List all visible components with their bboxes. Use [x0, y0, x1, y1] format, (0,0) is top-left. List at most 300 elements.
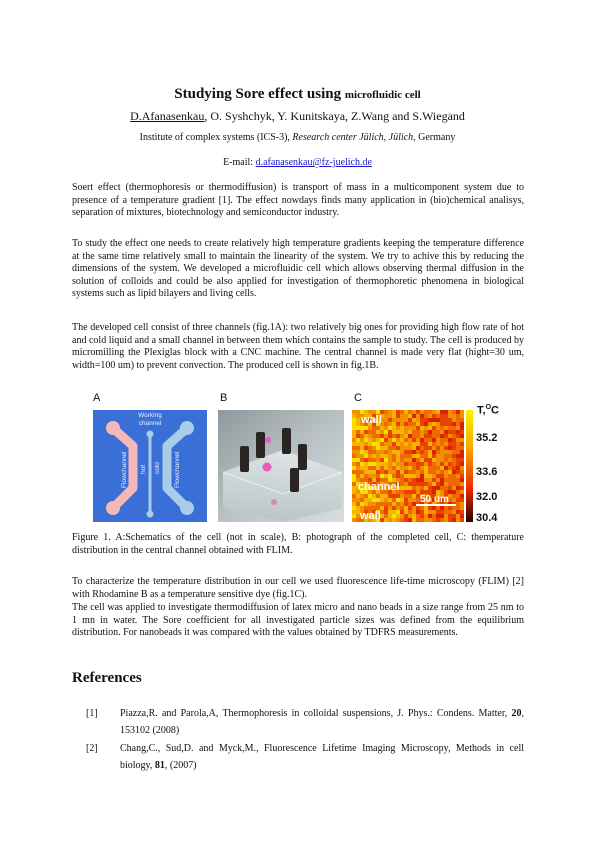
flim-pixel — [384, 410, 388, 414]
flim-pixel — [448, 482, 452, 486]
flim-pixel — [364, 474, 368, 478]
flim-pixel — [396, 418, 400, 422]
reference-text — [120, 705, 524, 739]
flim-pixel — [396, 518, 400, 522]
panel-label-b: B — [220, 392, 228, 404]
flim-pixel — [456, 474, 460, 478]
flim-pixel — [404, 502, 408, 506]
flim-pixel — [384, 418, 388, 422]
flim-pixel — [456, 482, 460, 486]
flim-pixel — [404, 414, 408, 418]
reference-volume: 20 — [511, 708, 522, 719]
flim-pixel — [396, 414, 400, 418]
flim-pixel — [408, 518, 412, 522]
flim-pixel — [408, 454, 412, 458]
flim-pixel — [440, 518, 444, 522]
flim-pixel — [444, 422, 448, 426]
flim-pixel — [408, 434, 412, 438]
flim-pixel — [436, 474, 440, 478]
flim-pixel — [420, 506, 424, 510]
flim-pixel — [456, 498, 460, 502]
flim-pixel — [400, 466, 404, 470]
colorbar-unit-t: T, — [477, 404, 486, 417]
flim-pixel — [412, 514, 416, 518]
flim-pixel — [392, 494, 396, 498]
flim-pixel — [360, 450, 364, 454]
flim-pixel — [404, 482, 408, 486]
hot-outlet — [106, 501, 120, 515]
flim-pixel — [448, 462, 452, 466]
flim-pixel — [416, 478, 420, 482]
flim-pixel — [440, 414, 444, 418]
flim-pixel — [452, 434, 456, 438]
flim-pixel — [352, 510, 356, 514]
flim-pixel — [412, 442, 416, 446]
flim-pixel — [392, 454, 396, 458]
flim-pixel — [456, 438, 460, 442]
flim-pixel — [448, 514, 452, 518]
reference-text-main: Piazza,R. and Parola,A, Thermophoresis in colloidal suspensions, J. Phys.: Condens. Matter, — [120, 708, 512, 719]
flim-pixel — [372, 446, 376, 450]
flim-pixel — [388, 510, 392, 514]
flim-pixel — [432, 438, 436, 442]
flim-pixel — [420, 462, 424, 466]
flim-pixel — [400, 450, 404, 454]
flim-pixel — [456, 470, 460, 474]
flim-pixel — [420, 410, 424, 414]
flim-pixel — [396, 410, 400, 414]
title-small: microfluidic cell — [344, 89, 421, 101]
flim-pixel — [456, 502, 460, 506]
flim-pixel — [372, 426, 376, 430]
flim-pixel — [392, 498, 396, 502]
flim-pixel — [440, 514, 444, 518]
flim-pixel — [436, 486, 440, 490]
flim-pixel — [456, 422, 460, 426]
flim-pixel — [356, 454, 360, 458]
flim-pixel — [428, 514, 432, 518]
flim-pixel — [392, 418, 396, 422]
flim-pixel — [356, 502, 360, 506]
flim-pixel — [432, 422, 436, 426]
paragraph-5: The cell was applied to investigate thermodiffusion of latex micro and nano beads in a size range from 25 nm to 1 mn in water. The Sore coefficient for all investigated particle sizes was defined from the equilibrium distribution. For nanobeads it was compared with the values obtained by TDFRS measurements. — [72, 602, 524, 639]
flim-pixel — [396, 454, 400, 458]
flim-pixel — [356, 494, 360, 498]
flim-pixel — [416, 510, 420, 514]
flim-pixel — [448, 446, 452, 450]
flim-pixel — [452, 450, 456, 454]
flim-pixel — [352, 474, 356, 478]
flim-pixel — [448, 410, 452, 414]
flim-pixel — [384, 450, 388, 454]
flim-pixel — [376, 466, 380, 470]
flim-pixel — [400, 438, 404, 442]
flim-pixel — [380, 426, 384, 430]
flim-pixel — [388, 442, 392, 446]
flim-pixel — [356, 414, 360, 418]
flim-pixel — [432, 426, 436, 430]
flim-pixel — [428, 450, 432, 454]
flim-pixel — [364, 450, 368, 454]
flim-pixel — [360, 466, 364, 470]
flim-pixel — [412, 510, 416, 514]
flim-pixel — [456, 510, 460, 514]
flim-pixel — [388, 498, 392, 502]
flim-pixel — [412, 422, 416, 426]
flim-pixel — [392, 410, 396, 414]
flim-pixel — [412, 458, 416, 462]
flim-pixel — [360, 458, 364, 462]
flim-pixel — [428, 518, 432, 522]
flim-pixel — [420, 518, 424, 522]
reference-number: [2] — [86, 743, 98, 754]
flim-pixel — [444, 478, 448, 482]
flim-pixel — [424, 434, 428, 438]
flim-pixel — [396, 450, 400, 454]
flim-pixel — [448, 506, 452, 510]
flim-pixel — [404, 438, 408, 442]
flim-pixel — [436, 442, 440, 446]
flim-pixel — [416, 434, 420, 438]
flim-pixel — [372, 434, 376, 438]
flim-pixel — [432, 430, 436, 434]
flim-pixel — [352, 494, 356, 498]
flim-pixel — [436, 450, 440, 454]
flim-pixel — [424, 438, 428, 442]
flim-pixel — [356, 434, 360, 438]
flim-pixel — [416, 486, 420, 490]
flim-pixel — [444, 470, 448, 474]
flim-pixel — [384, 474, 388, 478]
flim-pixel — [428, 474, 432, 478]
flim-pixel — [456, 478, 460, 482]
flim-pixel — [392, 506, 396, 510]
flim-pixel — [416, 514, 420, 518]
flim-pixel — [384, 422, 388, 426]
flim-pixel — [388, 422, 392, 426]
flim-pixel — [436, 410, 440, 414]
flim-pixel — [384, 438, 388, 442]
flim-pixel — [396, 470, 400, 474]
flim-pixel — [424, 442, 428, 446]
flim-pixel — [436, 430, 440, 434]
flim-pixel — [400, 414, 404, 418]
flim-pixel — [404, 470, 408, 474]
flim-pixel — [352, 410, 356, 414]
flim-pixel — [432, 518, 436, 522]
flim-pixel — [428, 414, 432, 418]
flim-pixel — [412, 490, 416, 494]
flim-pixel — [444, 446, 448, 450]
flim-pixel — [420, 446, 424, 450]
flim-pixel — [384, 498, 388, 502]
flim-pixel — [396, 426, 400, 430]
flim-pixel — [364, 494, 368, 498]
flim-pixel — [440, 510, 444, 514]
colorbar-unit — [477, 404, 499, 417]
flim-pixel — [420, 514, 424, 518]
flim-pixel — [440, 422, 444, 426]
working-channel-outlet — [147, 511, 154, 518]
flim-pixel — [436, 510, 440, 514]
flim-pixel — [440, 430, 444, 434]
reference-volume: 81 — [154, 760, 165, 771]
flim-pixel — [356, 450, 360, 454]
flim-pixel — [400, 430, 404, 434]
flim-pixel — [384, 446, 388, 450]
colorbar-tick-4: 30.4 — [476, 512, 498, 524]
flim-pixel — [436, 478, 440, 482]
flim-pixel — [436, 466, 440, 470]
flim-pixel — [400, 514, 404, 518]
flim-pixel — [444, 434, 448, 438]
flim-pixel — [404, 430, 408, 434]
flim-pixel — [392, 414, 396, 418]
flim-pixel — [408, 410, 412, 414]
flim-pixel — [420, 414, 424, 418]
flim-pixel — [376, 446, 380, 450]
affiliation-italic: Research center Jülich, Jülich — [292, 132, 414, 143]
flim-pixel — [424, 414, 428, 418]
flim-pixel — [436, 482, 440, 486]
flim-pixel — [352, 426, 356, 430]
working-channel-line1: Working — [138, 412, 162, 419]
flim-pixel — [368, 446, 372, 450]
flim-pixel — [444, 426, 448, 430]
flim-pixel — [404, 418, 408, 422]
flim-pixel — [440, 474, 444, 478]
flim-pixel — [428, 446, 432, 450]
flim-pixel — [392, 458, 396, 462]
flim-pixel — [408, 510, 412, 514]
flim-pixel — [424, 474, 428, 478]
flim-pixel — [396, 422, 400, 426]
flim-pixel — [368, 466, 372, 470]
flim-pixel — [376, 450, 380, 454]
reference-1 — [72, 705, 524, 739]
flim-temperature-map — [352, 410, 464, 522]
flim-pixel — [408, 490, 412, 494]
flim-pixel — [392, 430, 396, 434]
flim-pixel — [444, 438, 448, 442]
flim-pixel — [456, 414, 460, 418]
flim-pixel — [416, 454, 420, 458]
flim-pixel — [424, 470, 428, 474]
flim-pixel — [400, 458, 404, 462]
hot-inlet — [106, 421, 120, 435]
flim-pixel — [412, 430, 416, 434]
colorbar-unit-degree: O — [485, 404, 492, 411]
flim-pixel — [360, 442, 364, 446]
flim-pixel — [400, 478, 404, 482]
flim-pixel — [368, 442, 372, 446]
flim-pixel — [428, 470, 432, 474]
flim-pixel — [360, 474, 364, 478]
panel-label-c: C — [354, 392, 362, 404]
flim-pixel — [416, 438, 420, 442]
flim-pixel — [444, 414, 448, 418]
flim-pixel — [456, 426, 460, 430]
flim-pixel — [420, 450, 424, 454]
flim-pixel — [356, 466, 360, 470]
flim-pixel — [376, 426, 380, 430]
flim-pixel — [352, 430, 356, 434]
flim-pixel — [360, 446, 364, 450]
flim-pixel — [404, 474, 408, 478]
flim-pixel — [424, 482, 428, 486]
flim-pixel — [388, 438, 392, 442]
flim-pixel — [444, 450, 448, 454]
flim-pixel — [452, 462, 456, 466]
flim-pixel — [368, 502, 372, 506]
flim-pixel — [388, 494, 392, 498]
flim-pixel — [416, 430, 420, 434]
affiliation — [0, 132, 595, 143]
flim-pixel — [412, 462, 416, 466]
flim-pixel — [452, 414, 456, 418]
flim-pixel — [408, 450, 412, 454]
flim-pixel — [456, 514, 460, 518]
flim-pixel — [420, 422, 424, 426]
flim-pixel — [400, 410, 404, 414]
flim-pixel — [424, 426, 428, 430]
flim-pixel — [420, 478, 424, 482]
flim-pixel — [388, 506, 392, 510]
flim-pixel — [364, 466, 368, 470]
flim-pixel — [408, 498, 412, 502]
flim-pixel — [456, 518, 460, 522]
flim-pixel — [396, 434, 400, 438]
flim-pixel — [408, 506, 412, 510]
flim-pixel — [432, 458, 436, 462]
pink-dye-top — [265, 437, 271, 443]
flim-pixel — [372, 442, 376, 446]
email-link[interactable]: d.afanasenkau@fz-juelich.de — [255, 157, 372, 168]
flim-pixel — [440, 418, 444, 422]
flim-pixel — [388, 502, 392, 506]
flim-pixel — [436, 518, 440, 522]
flim-pixel — [452, 510, 456, 514]
flim-pixel — [436, 454, 440, 458]
flim-pixel — [452, 466, 456, 470]
flim-pixel — [400, 510, 404, 514]
flim-pixel — [456, 418, 460, 422]
flim-pixel — [404, 422, 408, 426]
paragraph-2: To study the effect one needs to create relatively high temperature gradients keeping the temperature difference at the same time relatively small to maintain the linearity of the system. We try to achive this by reducing the dimensions of the system. We developed a microfluidic cell which allows observing thermal diffusion in the solution of colloids and could be also applied for investigation of thermophoretic phenomena in biological systems such as lipid bilayers and living cells. — [72, 238, 524, 300]
flim-pixel — [352, 514, 356, 518]
flim-pixel — [396, 430, 400, 434]
flim-pixel — [388, 410, 392, 414]
flim-pixel — [380, 462, 384, 466]
flim-pixel — [396, 502, 400, 506]
working-channel-inlet — [147, 431, 154, 438]
flim-pixel — [440, 486, 444, 490]
flim-pixel — [452, 482, 456, 486]
flim-pixel — [368, 474, 372, 478]
flim-pixel — [368, 450, 372, 454]
flim-pixel — [396, 510, 400, 514]
flim-pixel — [392, 502, 396, 506]
flim-pixel — [452, 494, 456, 498]
flim-pixel — [456, 494, 460, 498]
flim-pixel — [436, 434, 440, 438]
flim-pixel — [356, 458, 360, 462]
flim-pixel — [444, 510, 448, 514]
flim-pixel — [360, 426, 364, 430]
flim-pixel — [440, 478, 444, 482]
flim-pixel — [360, 502, 364, 506]
flim-pixel — [384, 506, 388, 510]
colorbar-tick-1: 35.2 — [476, 432, 498, 444]
flim-pixel — [444, 482, 448, 486]
flim-pixel — [440, 506, 444, 510]
flim-pixel — [408, 474, 412, 478]
flim-pixel — [380, 442, 384, 446]
flim-pixel — [396, 458, 400, 462]
flim-pixel — [424, 514, 428, 518]
flim-pixel — [400, 486, 404, 490]
flim-pixel — [444, 518, 448, 522]
flim-pixel — [456, 454, 460, 458]
flim-pixel — [452, 474, 456, 478]
flim-pixel — [396, 438, 400, 442]
flim-pixel — [440, 450, 444, 454]
flim-pixel — [388, 462, 392, 466]
flim-pixel — [380, 446, 384, 450]
flim-pixel — [352, 458, 356, 462]
flim-pixel — [372, 470, 376, 474]
flim-pixel — [380, 498, 384, 502]
flim-pixel — [404, 506, 408, 510]
flim-pixel — [400, 494, 404, 498]
flim-pixel — [356, 442, 360, 446]
flim-pixel — [444, 442, 448, 446]
flim-pixel — [368, 426, 372, 430]
flim-pixel — [408, 438, 412, 442]
colorbar-tick-2: 33.6 — [476, 466, 498, 478]
flim-pixel — [436, 422, 440, 426]
flim-pixel — [440, 410, 444, 414]
flim-pixel — [432, 514, 436, 518]
flim-pixel — [352, 478, 356, 482]
flim-pixel — [360, 498, 364, 502]
flim-pixel — [452, 478, 456, 482]
reference-text-main: Chang,C., Sud,D. and Myck,M., Fluorescence Lifetime Imaging Microscopy, Methods in cell biology, — [120, 743, 524, 771]
flim-pixel — [380, 430, 384, 434]
flim-pixel — [400, 434, 404, 438]
flim-pixel — [456, 458, 460, 462]
flim-pixel — [440, 466, 444, 470]
flim-pixel — [412, 434, 416, 438]
flim-pixel — [452, 438, 456, 442]
reference-text — [120, 740, 524, 774]
flim-pixel — [428, 466, 432, 470]
flim-pixel — [444, 418, 448, 422]
flim-pixel — [432, 510, 436, 514]
flim-pixel — [412, 414, 416, 418]
flim-pixel — [452, 442, 456, 446]
flim-pixel — [424, 446, 428, 450]
flim-pixel — [408, 418, 412, 422]
flim-pixel — [444, 474, 448, 478]
flim-pixel — [396, 514, 400, 518]
flim-pixel — [424, 430, 428, 434]
flim-pixel — [456, 490, 460, 494]
flim-pixel — [424, 410, 428, 414]
flim-pixel — [356, 446, 360, 450]
flim-pixel — [424, 454, 428, 458]
flim-pixel — [388, 458, 392, 462]
